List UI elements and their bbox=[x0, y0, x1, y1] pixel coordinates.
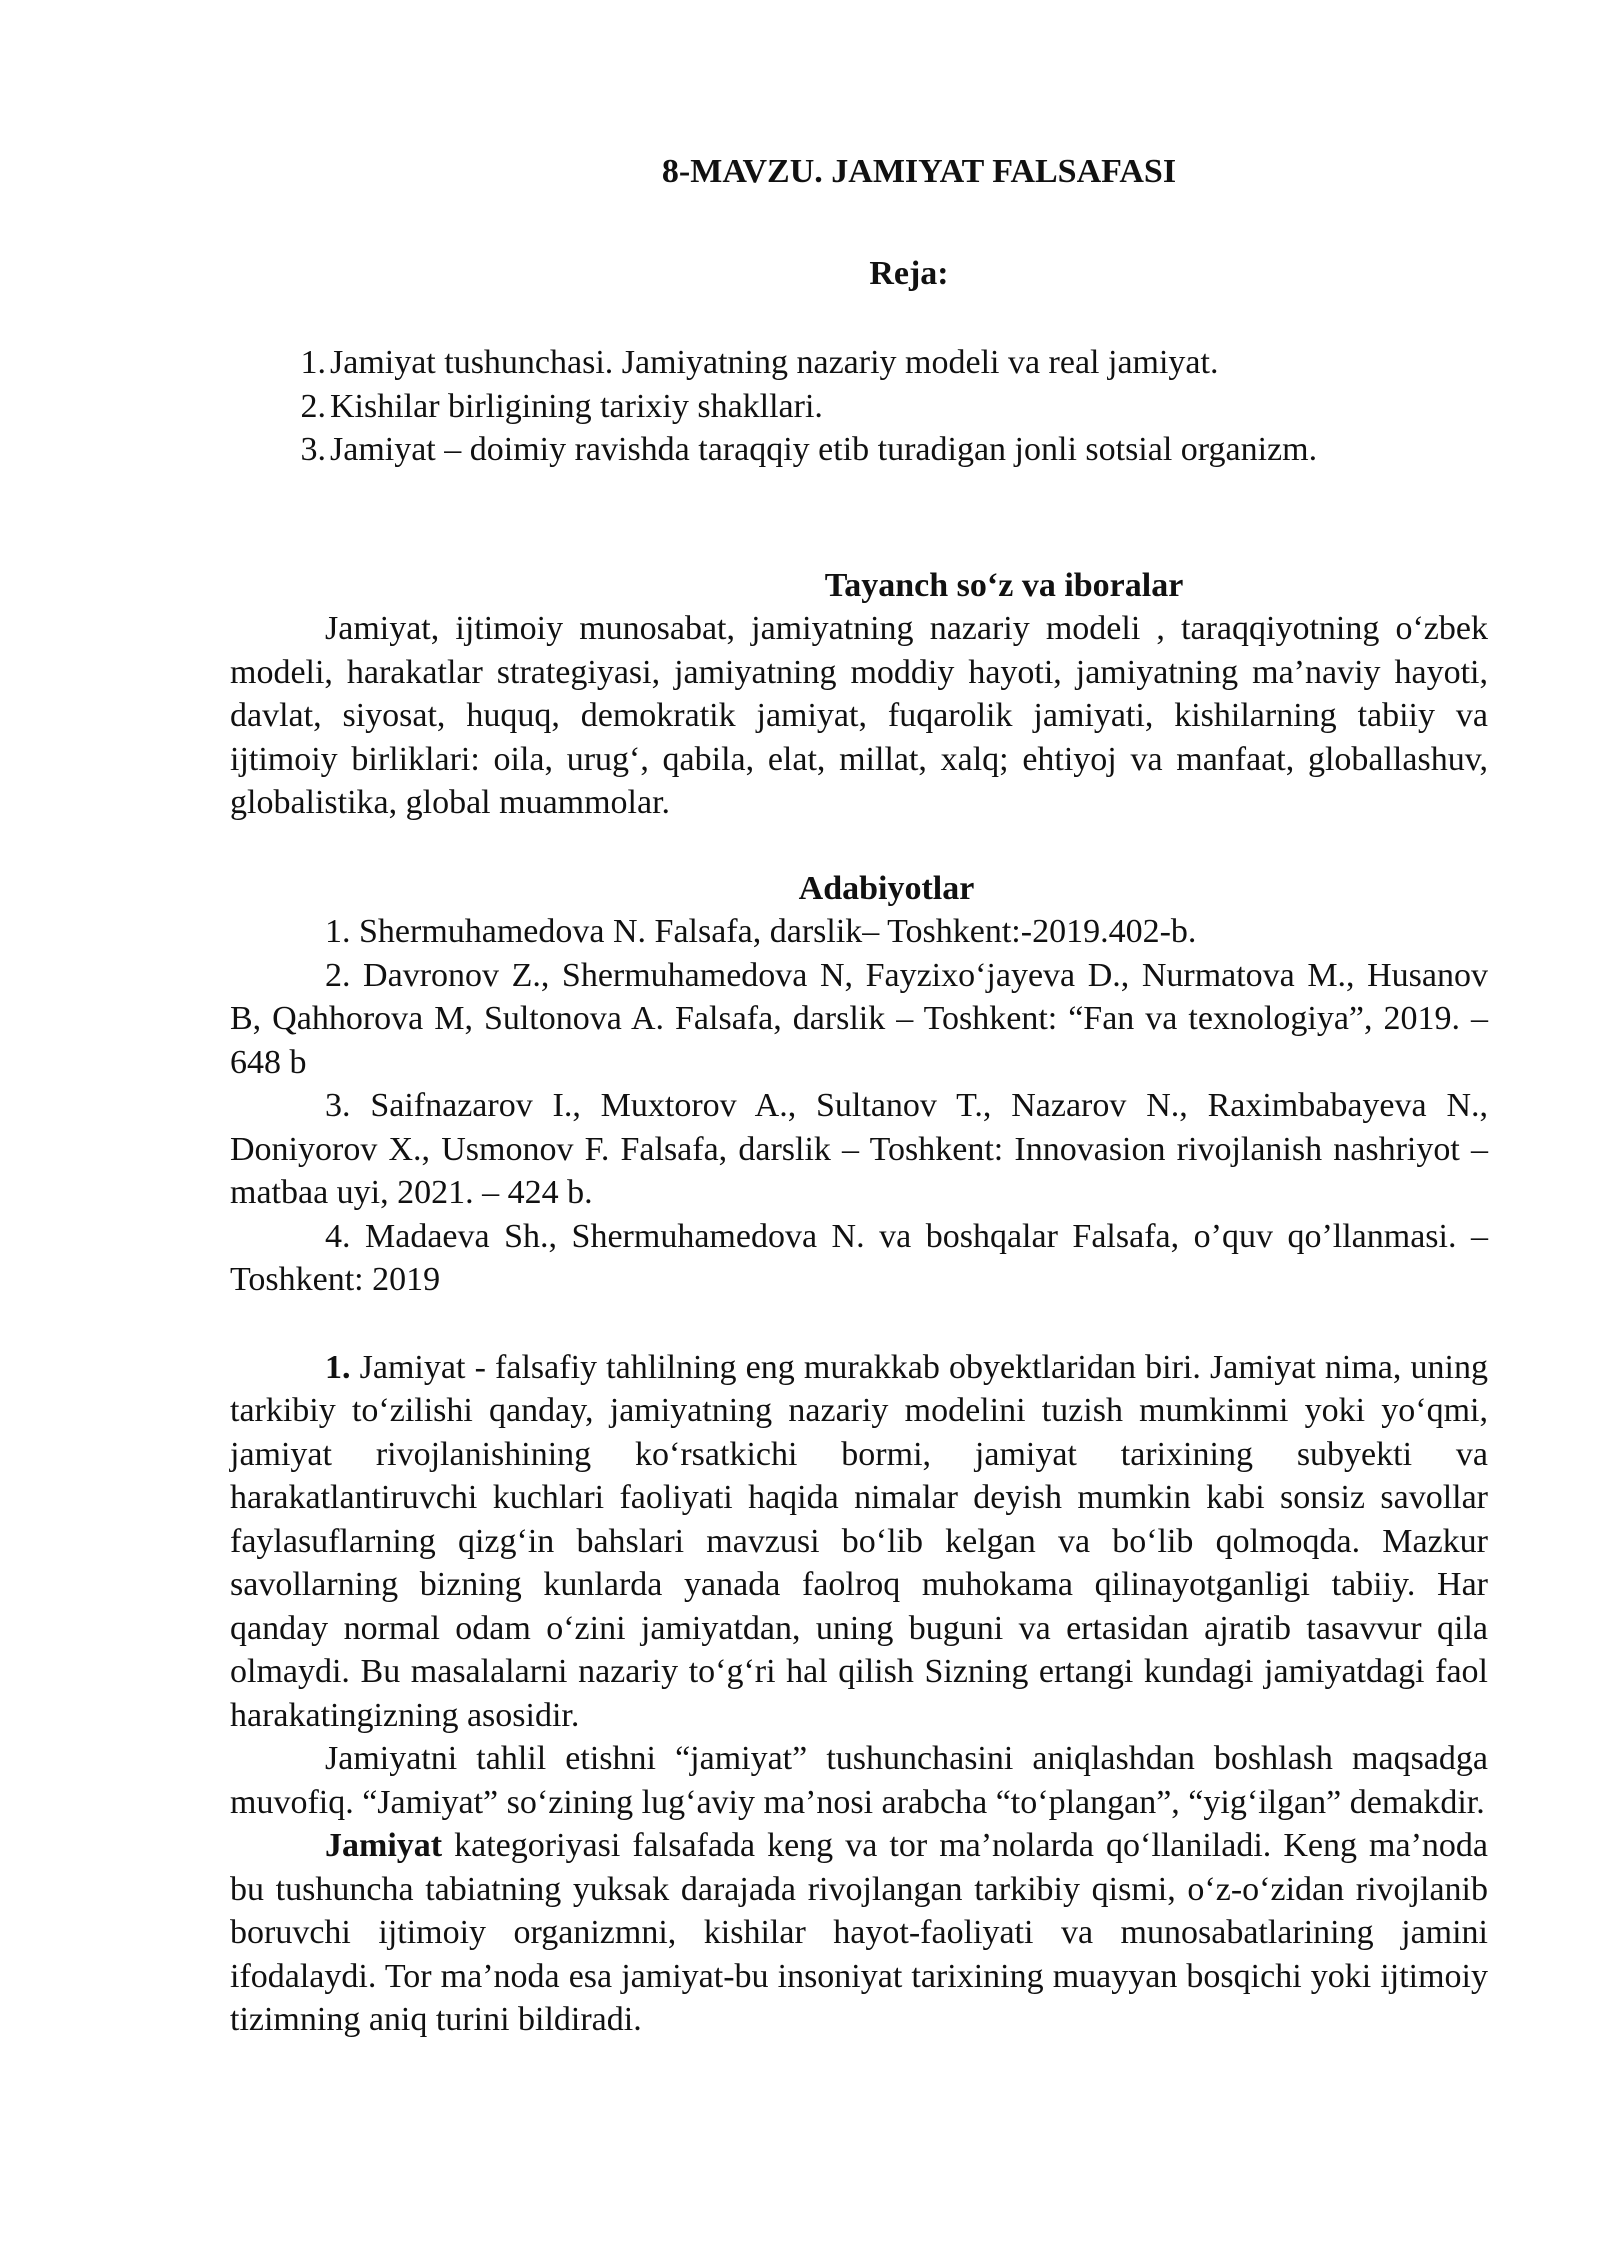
keywords-heading: Tayanch so‘z va iboralar bbox=[824, 566, 1184, 604]
plan-item-number: 2. bbox=[300, 387, 326, 425]
literature-heading: Adabiyotlar bbox=[798, 869, 975, 907]
plan-item-text: Kishilar birligining tarixiy shakllari. bbox=[330, 387, 823, 425]
literature-item: 3. Saifnazarov I., Muxtorov A., Sultanov T., Nazarov N., Raximbabayeva N., Doniyorov X., Usmonov F. Falsafa, darslik – Toshkent: Innovasion rivojlanish nashriyot –matbaa uyi, 2021. – 424 b. bbox=[230, 1087, 1488, 1211]
section-number: 1. bbox=[325, 1348, 351, 1386]
body-paragraph-text: kategoriyasi falsafada keng va tor ma’nolarda qo‘llaniladi. Keng ma’noda bu tushuncha tabiatning yuksak darajada rivojlangan tarkibiy qismi, o‘z-o‘zidan rivojlanib boruvchi ijtimoiy organizmni, kishilar hayot-faoliyati va munosabatlarining jamini ifodalaydi. Tor ma’noda esa jamiyat-bu insoniyat tarixining muayyan bosqichi yoki ijtimoiy tizimning aniq turini bildiradi. bbox=[230, 1827, 1488, 2038]
plan-item bbox=[290, 385, 1488, 429]
plan-item-text: Jamiyat – doimiy ravishda taraqqiy etib turadigan jonli sotsial organizm. bbox=[330, 431, 1318, 468]
literature-item: 4. Madaeva Sh., Shermuhamedova N. va boshqalar Falsafa, o’quv qo’llanmasi. –Toshkent: 2019 bbox=[230, 1217, 1488, 1298]
section-1-text: Jamiyat - falsafiy tahlilning eng murakkab obyektlaridan biri. Jamiyat nima, uning tarkibiy to‘zilishi qanday, jamiyatning nazariy modelini tuzish mumkinmi yoki yo‘qmi, jamiyat rivojlanishining ko‘rsatkichi bormi, jamiyat tarixining subyekti va harakatlantiruvchi kuchlari faoliyati haqida nimalar deyish mumkin kabi sonsiz savollar faylasuflarning qizg‘in bahslari mavzusi bo‘lib kelgan va bo‘lib qolmoqda. Mazkur savollarning bizning kunlarda yanada faolroq muhokama qilinayotganligi tabiiy. Har qanday normal odam o‘zini jamiyatdan, uning buguni va ertasidan ajratib tasavvur qila olmaydi. Bu masalalarni nazariy to‘g‘ri hal qilish Sizning ertangi kundagi jamiyatdagi faol harakatingizning asosidir. bbox=[230, 1348, 1488, 1734]
keywords-paragraph: Jamiyat, ijtimoiy munosabat, jamiyatning nazariy modeli , taraqqiyotning o‘zbek modeli, harakatlar strategiyasi, jamiyatning moddiy hayoti, jamiyatning ma’naviy hayoti, davlat, siyosat, huquq, demokratik jamiyat, fuqarolik jamiyati, kishilarning tabiiy va ijtimoiy birliklari: oila, urug‘, qabila, elat, millat, xalq; ehtiyoj va manfaat, globallashuv, globalistika, global muammolar. bbox=[230, 610, 1488, 821]
plan-item-number: 3. bbox=[300, 431, 326, 468]
plan-heading: Reja: bbox=[869, 254, 949, 292]
body-paragraph: Jamiyatni tahlil etishni “jamiyat” tushunchasini aniqlashdan boshlash maqsadga muvofiq. “Jamiyat” so‘zining lug‘aviy ma’nosi arabcha “to‘plangan”, “yig‘ilgan” demakdir. bbox=[230, 1740, 1488, 1821]
document-page bbox=[230, 150, 1488, 2042]
plan-item-number: 1. bbox=[300, 344, 326, 381]
literature-item: 2. Davronov Z., Shermuhamedova N, Fayzixo‘jayeva D., Nurmatova M., Husanov B, Qahhorova M, Sultonova A. Falsafa, darslik – Toshkent: “Fan va texnologiya”, 2019. – 648 b bbox=[230, 956, 1488, 1081]
page-title: 8-MAVZU. JAMIYAT FALSAFASI bbox=[661, 153, 1177, 190]
section-1-paragraph bbox=[230, 1346, 1488, 1738]
plan-item bbox=[290, 341, 1488, 385]
body-paragraph bbox=[230, 1824, 1488, 2042]
plan-item-text: Jamiyat tushunchasi. Jamiyatning nazariy modeli va real jamiyat. bbox=[330, 344, 1219, 381]
plan-item bbox=[290, 428, 1488, 472]
term-bold: Jamiyat bbox=[325, 1827, 443, 1864]
plan-list bbox=[230, 341, 1488, 472]
literature-item: 1. Shermuhamedova N. Falsafa, darslik– Toshkent:-2019.402-b. bbox=[325, 913, 1197, 950]
